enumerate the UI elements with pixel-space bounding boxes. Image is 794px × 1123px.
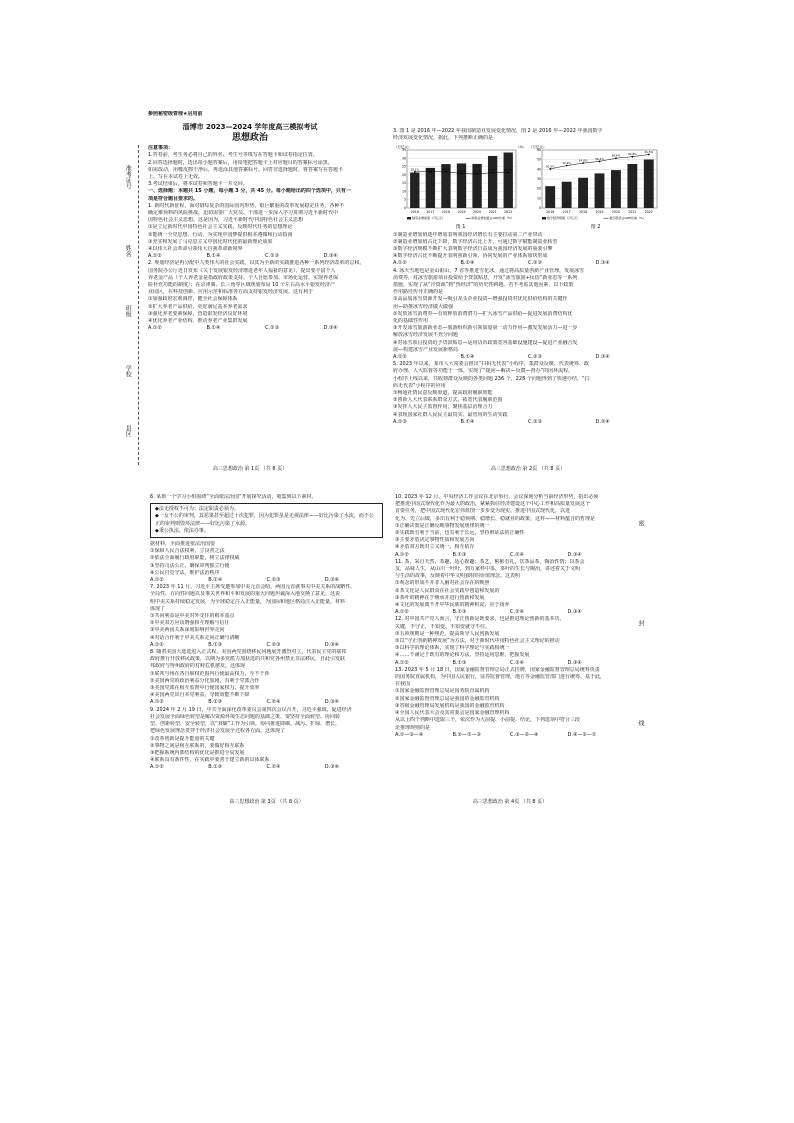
x-tick-label: 2017 <box>426 210 435 215</box>
text-line: 13. 2023 年 5 月 18 日，国家金融监督管理总局正式挂牌，国家金融监督管理总局统筹负责 <box>395 666 600 673</box>
figure-1-caption: 图 1 <box>455 224 466 231</box>
y-tick-label: 0 <box>403 206 406 211</box>
text-line: 小程序上线以来，共收到群众反映的各类问题 236 个，228 个问题得到了快速办结。“扫 <box>393 375 590 382</box>
text-line: 国务院办公厅近日发布《关于发展银发经济增进老年人福祉的意见》，提出要丰富个人 <box>148 267 336 274</box>
text-line: 友，品味人生，从山川一叶叶，到万家杯中茶，茶叶的生长与陶冶，讲述着关于文明 <box>395 566 581 573</box>
answer-option: A.①② <box>150 641 164 648</box>
question-8-options <box>150 699 383 706</box>
y-tick-label: 60 <box>536 148 541 153</box>
x-tick-label: 2019 <box>457 210 466 215</box>
y-tick-label: 35 <box>401 148 406 153</box>
question-11 <box>395 559 625 609</box>
text-line: ◆法无授权不可为；法定职责必须为。 <box>155 506 239 513</box>
question-6 <box>150 541 383 577</box>
page-footer: 高三思想政治 第 2页 （共 8 页） <box>490 465 566 472</box>
legend-entry: 数字经济规模（万亿元） <box>547 216 581 221</box>
text-line: 体现了 <box>150 605 166 612</box>
text-line: 经济发展变化情况，据此，下列推断正确的是 <box>393 135 494 142</box>
question-4-options <box>393 354 663 361</box>
binding-line <box>138 145 139 465</box>
text-line: ④美国两党出自本党利益，导致效能不断下降 <box>150 692 250 699</box>
text-line: ①共同利益是中美对外交往的根本基点 <box>150 613 235 620</box>
question-13-options <box>395 732 625 739</box>
text-line: 2. 规划经济是再分配中人类伟大的社会实践，以其为全新的实践推进各种一系列经济改革的总和。 <box>148 260 365 267</box>
data-label: 28.1% <box>441 167 451 172</box>
y-axis-label: （万亿元） <box>394 145 412 150</box>
text-line: 养老金产品（个人养老金是指政府政策支持、个人自愿参加、市场化运营、实现养老保 <box>148 274 339 281</box>
answer-option: B.①④ <box>206 325 221 332</box>
answer-option: C.②③ <box>265 253 280 260</box>
data-label: 34.8% <box>578 159 588 164</box>
bar <box>611 171 621 209</box>
answer-option: B.①④ <box>206 253 221 260</box>
text-line: ②茶文化是人民群众在社会实践中创造和发展的 <box>395 587 500 594</box>
answer-option: D.③④ <box>567 551 582 558</box>
text-line: 5. 2023 年以来，某市人大常委会推出“扫码无代表”小程序，集群众反映、代表统筹、政 <box>393 361 589 368</box>
text-line: 措施，实现了从“冷资源”到“热经济”的历史性跨越。若不考虑其他因素，以下政策 <box>393 282 574 289</box>
bar <box>595 174 605 209</box>
text-line: 上。写在本试卷上无效。 <box>148 174 204 181</box>
text-line: ③中美两国关系深刻影响世界走向 <box>150 627 225 634</box>
y-tick-label: 15 <box>401 181 406 186</box>
text-line: 型、创新转型、安全转型，以“双碳”工作为引领，协同推进降碳、减污、扩绿、增长， <box>150 721 341 728</box>
side-label-name: 姓名 <box>124 245 132 257</box>
answer-option: D.③④ <box>323 253 338 260</box>
legend-swatch <box>407 217 411 220</box>
answer-option: C.②③ <box>528 354 543 361</box>
answer-option: C.②③ <box>266 641 281 648</box>
question-6-intro: 6. 某班一个学习小组围绕“全面依法治国”开展探究活动，收集到以下素材。 <box>150 494 317 500</box>
question-12-options <box>395 660 625 667</box>
text-line: 化为、先立后破，多出有利于稳预期、稳增长、稳就业的政策，这样——材料蕴含的哲理是 <box>395 515 596 522</box>
text-line: 在我国 <box>395 681 411 688</box>
text-line: ④以伟大社会革命引领伟大自我革命新境界 <box>148 246 243 253</box>
binding-mark-envelope: 封 <box>637 620 644 626</box>
page-footer: 高三思想政治 第 1页 （共 8 页） <box>212 465 288 472</box>
question-6-options <box>150 577 383 584</box>
text-line: ①畅通社情民意反映渠道，提高政府履职效能 <box>393 390 493 397</box>
text-line: ②中美双方应该增强相互理解与信任 <box>150 620 230 627</box>
text-line: 论推理规则的是 <box>395 724 431 731</box>
question-1 <box>148 203 382 253</box>
question-7 <box>150 584 383 642</box>
text-line: ③强化养老要素保障，营造银发经济良好环境 <box>148 310 248 317</box>
data-label: 38.6% <box>611 154 621 159</box>
text-line: 业园区，在科技创新、应用示范和标准等方面支持银发经济发展。这有利于 <box>148 289 314 296</box>
question-7-options <box>150 642 383 649</box>
answer-option: A.①② <box>150 577 164 584</box>
side-label-class: 班级 <box>124 305 132 317</box>
text-line: 8. 随着美国大选选进入正式程，美国两党围绕移民问题展开激烈对立，代表民主党的联邦 <box>150 649 347 656</box>
x-tick-label: 2017 <box>562 210 571 215</box>
text-line: ①观念的形成不并非人脑对社会存在的映照 <box>395 580 490 587</box>
answer-option: A.①② <box>395 609 409 616</box>
answer-option: C.②④ <box>510 551 525 558</box>
text-line: ①加强政府宏观调控，健全社会保障体系 <box>148 296 238 303</box>
y-tick-label: 10 <box>536 196 541 201</box>
answer-option: C.②④ <box>510 609 525 616</box>
question-10 <box>395 494 625 552</box>
answer-option: B.①④ <box>460 260 475 267</box>
legend-entry: 制造业增加值占GDP比重（%） <box>471 216 514 221</box>
answer-option: C.②③ <box>528 260 543 267</box>
text-line: ④全国人民代表大会及其常委会是国家金融管理机构 <box>395 710 510 717</box>
text-line: ③发挥人大民主监督作用，聚焦基层治理合力 <box>393 404 493 411</box>
question-10-options <box>395 552 625 559</box>
text-line: ④公民自觉守法，维护法治秩序 <box>150 569 220 576</box>
y-tick-label: 40 <box>536 167 541 172</box>
bar <box>410 173 419 208</box>
text-line: 化的基础性作用 <box>393 318 429 325</box>
question-4 <box>393 268 663 354</box>
answer-option: A.①② <box>150 699 164 706</box>
bar <box>545 187 555 209</box>
answer-option: B.①④ <box>208 577 223 584</box>
answer-option: A.①② <box>148 253 162 260</box>
answer-option: C.③—②—④ <box>510 731 539 738</box>
text-line: ①制造业增加值逐年增加表明我国经济增长有主要拉动第二产业带动 <box>393 231 543 238</box>
binding-mark-seal: 密 <box>637 520 644 526</box>
text-line: ③把握系统内部结构的优化是推进全局发展 <box>150 749 245 756</box>
question-3-intro <box>393 128 663 142</box>
page-footer: 高三思想政治 第 3页 （共 8 页） <box>229 798 304 805</box>
text-line: ②依法全面履行政府职能，树立法律权威 <box>150 555 240 562</box>
answer-option: C.②③ <box>528 418 543 425</box>
text-line: ①是立足新时代中国特色社会主义实践，反映时代任务的思想理论 <box>148 224 293 231</box>
text-line: ④优化养老产业结构，推动养老产业集群发展 <box>148 318 248 325</box>
text-line: ①国家金融监督管理总局是国务院直属机构 <box>395 688 490 695</box>
text-line: ③省级金融管理局发展机构是我国的金融监管机构 <box>395 702 505 709</box>
text-line: 邦政府与得州政府的对峙危机愈发。这体现 <box>150 663 246 670</box>
text-line: ③茶叶的精神在于继承并进行创新和发展 <box>395 594 485 601</box>
answer-option: D.③④ <box>595 260 610 267</box>
text-line: 10. 2023 年 12 月，中央经济工作会议在北京举行，会议深刻分析当前经济形势，指出必须 <box>395 494 599 500</box>
text-line: ②以“守正创新精神发展”为方法，对于新时代中国特色社会主义理论的推动 <box>395 638 560 645</box>
answer-option: B.①④ <box>460 418 475 425</box>
x-tick-label: 2020 <box>473 210 482 215</box>
x-tick-label: 2022 <box>504 210 513 215</box>
text-line: ④对冰雪项目投资给予贷款贴息—运用货币政策宽容基础设施建设—促进产业融合发 <box>393 339 578 346</box>
answer-option: D.③④ <box>324 641 340 648</box>
legend-entry: 制造业增加值（万亿元） <box>412 216 446 221</box>
legend-entry: 数字经济占GDP比重（%） <box>609 216 646 221</box>
y-tick-label: 30 <box>536 177 541 182</box>
y-tick-label: 25 <box>401 164 406 169</box>
data-label: 26.8% <box>457 169 466 174</box>
text-line: 11. 茶，采自天然，茶趣，适心娱趣；茶艺，彬彬有礼，饮茶品茶，陶冶性情；以茶会 <box>395 558 585 565</box>
text-line: ④矛盾双方既对立又统一，相互依存 <box>395 544 475 551</box>
answer-option: A.①② <box>148 325 162 332</box>
side-label-district: 县区 <box>124 425 132 437</box>
text-line: ③开发冰雪旅游新业态—旅游组织新引领质量第一动力作用—激发发展活力—进一步 <box>393 325 578 332</box>
text-line: ◆一女不公的审判，其恶果甚至超过十次犯罪，因为犯罪虽是无视法律——好比污染了水流，而不公正的审判则毁坏法律——好比污染了水源。 <box>155 513 374 527</box>
binding-mark-line: 线 <box>637 720 644 726</box>
data-label: 32.9% <box>562 161 572 166</box>
text-line: ①正确决策是正确反映事物发展规律的统一 <box>395 522 490 529</box>
answer-option: B.②—①—③ <box>452 731 481 738</box>
text-line: ③数字经济规模不断扩大表明数字经济日益成为我国经济发展的重要引擎 <box>393 246 553 253</box>
data-label: 28.1% <box>410 167 420 172</box>
text-line: 社会发展全面绿色转型是解决资源环境生态问题的基础之策。要坚持全面转型、协同转 <box>150 713 341 720</box>
text-line: 1.答卷前，考生务必将自己的姓名、考生号等填写在答题卡和试卷指定位置。 <box>148 152 318 159</box>
text-line: 3. 图 1 是 2016 年—2022 年我国制造业发展变化情况，图 2 是 2016 年—2022 年我国数字 <box>393 128 603 134</box>
exam-page-2 <box>393 128 663 475</box>
text-line: 码无代表”小程序的应用 <box>393 382 446 389</box>
text-line: 关键，不守正，不知变。不知变就守不住。 <box>395 623 491 630</box>
text-line: ②事物之间是相互联系的，要做好相互联系 <box>150 742 245 749</box>
x-tick-label: 2019 <box>595 210 604 215</box>
text-line: 国特色社会主义思想。这是因为，习近平新时代中国特色社会主义思想 <box>148 217 304 224</box>
answer-option: C.②④ <box>510 659 525 666</box>
y-tick-label: 50 <box>536 158 541 163</box>
y-axis-label: （万亿元） <box>529 145 547 150</box>
question-5-options <box>393 419 663 426</box>
answer-option: B.①③ <box>208 699 223 706</box>
notes-list <box>148 152 382 188</box>
x-tick-label: 2021 <box>488 210 497 215</box>
text-line: ①五项规则是一种规范，提高领导人民创新发展 <box>395 630 500 637</box>
answer-option: C.②③ <box>265 325 280 332</box>
text-line: ①高品质冰雪资源开发—吸引龙头企业投资—增强投资对优化供给结构的关键作 <box>393 296 568 303</box>
text-line: 12. 对中国共产党人而言，守正创新是既要求，也是推进理论创新的基本功。 <box>395 616 565 623</box>
question-9 <box>150 707 383 765</box>
bar <box>562 182 572 208</box>
bar <box>578 178 588 208</box>
question-2 <box>148 260 382 325</box>
text-line: 1. 新时代新征程，面对错综复杂的国际国内形势，艰巨繁重的改革发展稳定任务，各种不 <box>148 202 345 209</box>
text-line: 首要任务，把中国式现代化宏伟蓝图一步步变为现实。推进中国式现代化，以进 <box>395 508 571 515</box>
y-tick-label: 20 <box>536 187 541 192</box>
text-line: ①改革创新是提升能量的关键 <box>150 735 215 742</box>
figure-2-caption: 图 2 <box>590 224 601 231</box>
text-line: ②美国两党的政治利益分化加剧，有利于党派合作 <box>150 677 260 684</box>
x-tick-label: 2021 <box>628 210 637 215</box>
answer-option: B.①③ <box>452 551 467 558</box>
text-line: 把推进中国式现代化作为最大的政治，紧紧抓住经济建设这个中心工作和高质量发展这个 <box>395 501 591 508</box>
data-label: 27.5% <box>488 168 498 173</box>
notes-heading: 注意事项： <box>148 145 174 152</box>
data-label: 27.7% <box>503 168 513 173</box>
answer-option: B.①③ <box>208 641 223 648</box>
text-line: 2.回答选择题时，选出每小题答案后，用铅笔把答题卡上对应题目的答案标号涂黑。 <box>148 159 333 166</box>
y-tick-label: 0 <box>538 206 541 211</box>
legend-swatch <box>542 217 546 220</box>
exam-page-1 <box>118 105 382 475</box>
text-line: ④对话合作利于中美关系走向正确与清晰 <box>150 634 240 641</box>
answer-option: A.①② <box>393 260 407 267</box>
question-3 <box>393 232 663 261</box>
text-line: 作用路径传导正确的是 <box>393 289 444 296</box>
text-line: 府办理、人大监督等功能于一体，实现了“提问—解决—反馈—督办”的闭环流程。 <box>393 368 574 375</box>
section-1-instructions <box>148 188 382 202</box>
text-line: 用—助推冰雪经济做大做强 <box>393 303 454 310</box>
text-line: 解放冰雪经济发展不充分问题 <box>393 332 459 339</box>
data-label: 28.1% <box>425 167 435 172</box>
bar <box>426 168 435 208</box>
text-line: 从以上四个判断中选取三个，依次作为大前提、小前提、结论，下列选项中符合三段 <box>395 717 581 724</box>
answer-option: D.③④ <box>324 699 340 706</box>
data-label: 39.8% <box>627 152 637 157</box>
answer-option: B.①③ <box>452 659 467 666</box>
answer-option: D.③④ <box>323 325 338 332</box>
answer-option: D.③④ <box>324 764 340 771</box>
x-tick-label: 2018 <box>441 210 450 215</box>
quote-box <box>150 503 383 538</box>
question-8 <box>150 649 383 699</box>
answer-option: C.②④ <box>266 699 281 706</box>
text-line: 确定难预料的风险挑战，迫切需要广大党员、干部进一步深入学习贯彻习近平新时代中 <box>148 210 339 217</box>
exam-page-3 <box>150 488 383 808</box>
figure-2-digital-economy-chart <box>528 142 663 224</box>
bar <box>504 153 513 209</box>
answer-option: D.③④ <box>595 354 610 361</box>
question-1-options <box>148 253 382 260</box>
answer-option: A.①② <box>395 659 409 666</box>
text-line: ④联系具有条件性，在实践中要善于建立新的具体联系 <box>150 757 270 764</box>
question-13 <box>395 667 625 732</box>
text-line: ③主要矛盾决定事物性质和发展方向 <box>395 537 475 544</box>
text-line: ④数字经济占比不断提升表明创新引领，协同发展的产业体系加快形成 <box>393 253 548 260</box>
text-line: 如需改动，用橡皮擦干净后，再选涂其他答案标号。回答非选择题时，将答案写在答题卡 <box>148 166 344 173</box>
subject-title: 思想政治 <box>231 133 268 144</box>
data-label: 36.2% <box>595 157 604 162</box>
text-line: 全局性、方向性问题以及事关世界和平和发展的重大问题坦诚深入地交换了意见。这说 <box>150 591 341 598</box>
answer-option: D.③④ <box>324 577 340 584</box>
question-12 <box>395 616 625 659</box>
text-line: 4. 冰天雪地也是金山银山，7 省等推进雪化冰，通过将高质量创新产业管理，发展冰雪 <box>393 267 585 274</box>
text-line: 与生活的故事，反映着中华文明独特的价值理念。这表明 <box>395 573 521 580</box>
answer-option: A.①—③—④ <box>395 731 424 738</box>
data-label: 26.3% <box>472 170 482 175</box>
y-tick-label: 30 <box>401 156 406 161</box>
x-tick-label: 2016 <box>410 210 419 215</box>
text-line: ③以科学的理论体系，实现了科学理论与实践相统一 <box>395 645 510 652</box>
answer-option: C.②③ <box>266 577 281 584</box>
data-label: 30.3% <box>545 164 555 169</box>
text-line: 明中美关系持续稳定发展，为全球稳定注入正能量，为国际和地区格局注入正能量。材料 <box>150 598 346 605</box>
question-2-options <box>148 325 382 332</box>
x-tick-label: 2020 <box>611 210 620 215</box>
page-footer: 高三思想政治 第 4页 （共 8 页） <box>472 798 548 805</box>
text-line: ②发放冰雪消费券—有效释放消费潜力—扩大冰雪产品供给—促进发展消费结构优 <box>393 310 573 317</box>
text-line: ③坚持司法公正，确保审判独立行使 <box>150 562 230 569</box>
side-label-school: 学校 <box>124 365 132 377</box>
text-line: ③充实和发展了马克思主义中国化时代化的最新理论成果 <box>148 238 273 245</box>
answer-option: B.①④ <box>460 354 475 361</box>
data-label: 41.5% <box>644 150 654 155</box>
text-line: 据材料，全面推进依法治国要 <box>150 541 216 548</box>
y2-axis-label: （%） <box>516 145 527 150</box>
question-11-options <box>395 609 625 616</box>
text-line: ②扩大养老产品供给，更好满足基本养老需求 <box>148 303 248 310</box>
text-line: 一、选择题：本题共 15 小题，每小题 3 分，共 45 分。每小题给出的四个选项中，只有一 <box>148 188 351 195</box>
x-tick-label: 2018 <box>579 210 588 215</box>
text-line: ②能统一全党思想、行动，为实现中国梦提供根本遵循和行动指南 <box>148 231 293 238</box>
figure-1-manufacturing-chart <box>393 142 528 224</box>
y-tick-label: 10 <box>401 189 406 194</box>
text-line: ④文化的发展离不开中华民族的精神积淀，应于扬弃 <box>395 602 510 609</box>
answer-option: D.③④ <box>567 609 582 616</box>
exam-page-4 <box>395 488 625 808</box>
y-tick-label: 20 <box>401 173 406 178</box>
bar <box>627 164 637 208</box>
text-line: ◆秉公执法、依法办事。 <box>155 527 209 534</box>
text-line: ③美国党派在相互监督中行使国家权力，提升效率 <box>150 685 260 692</box>
text-line: ②国家金融监督管理总局是我国的金融监管机构 <box>395 695 500 702</box>
text-line: 7. 2023 年 11 月，习近平主席受邀参加中美元首会晤。两国元首就事关中美关系的战略性、 <box>150 584 356 591</box>
bar <box>644 160 654 209</box>
text-line: ①联邦与州在各自职权范围内行使最高权力，互不干涉 <box>150 670 270 677</box>
text-line: ②创新人大代表联系群众方式，拓宽代表履职范围 <box>393 397 503 404</box>
answer-option: B.①③ <box>208 764 223 771</box>
answer-option: A.①② <box>393 354 407 361</box>
text-line: ④……不满足于既有的理论和方法，坚持运用思维，把握发展 <box>395 652 530 659</box>
secret-mark: 参照秘密级管理★启用前 <box>148 111 203 117</box>
side-label-exam-number: 准考证号 <box>124 165 132 189</box>
text-line: 3.考试结束后，将本试卷和答题卡一并交回。 <box>148 181 248 188</box>
answer-option: D.②④ <box>595 418 610 425</box>
text-line: ②实践既有利于当前，也有利于长远，坚持辩证法的正确性 <box>395 530 525 537</box>
school-title: 淄博市 2023—2024 学年度高三模拟考试 <box>182 123 318 132</box>
text-line: 项是符合题目要求的。 <box>148 195 199 202</box>
y-tick-label: 5 <box>403 198 406 203</box>
text-line: ④表现国家社群人民民主最真实、最管用的生动实践 <box>393 411 508 418</box>
question-3-options <box>393 260 663 267</box>
x-tick-label: 2016 <box>546 210 555 215</box>
question-9-options <box>150 764 383 771</box>
text-line: ①保障人民合法权利，立良善之法 <box>150 548 225 555</box>
question-5 <box>393 361 663 419</box>
text-line: 的国务院直属机构，为中国人民银行，证券监督管理，地方等金融监管部门进行统筹。基于此， <box>395 674 606 681</box>
text-line: ②制造业增加值占比下降，数字经济占比上升，可通过数字赋能制造业转型 <box>393 238 558 245</box>
x-tick-label: 2022 <box>644 210 653 215</box>
answer-option: C.②④ <box>266 764 281 771</box>
text-line: 险补充功能的制度）；在京津冀、长三角等区域规划布局 10 个左右高水平银发经济产 <box>148 282 336 289</box>
answer-option: B.①③ <box>452 609 467 616</box>
text-line: 消费券，对冰雪旅游项目投资给予贷款贴息，开发“冰雪旅游+民俗”新业态等一系列 <box>393 274 578 281</box>
answer-option: D.④—②—① <box>567 731 597 738</box>
text-line: 政府推行开放移民政策，以期为多党派力加获选的共和党各州禁止非法移民，自此引发联 <box>150 656 346 663</box>
bar <box>488 156 497 208</box>
answer-option: A.①② <box>150 764 164 771</box>
answer-option: A.①② <box>395 551 409 558</box>
text-line: 把绿色发展理念贯穿于经济社会发展全过程各方面。这体现了 <box>150 728 286 735</box>
text-line: 9. 2024 年 2 月 19 日，中共全面深化改革委员会第四次会议召开，习近平强调，促进经济 <box>150 706 352 713</box>
text-line: 展—构建冰雪产业发展新格局 <box>393 346 459 353</box>
answer-option: D.③④ <box>567 659 582 666</box>
answer-option: A.①③ <box>393 418 407 425</box>
